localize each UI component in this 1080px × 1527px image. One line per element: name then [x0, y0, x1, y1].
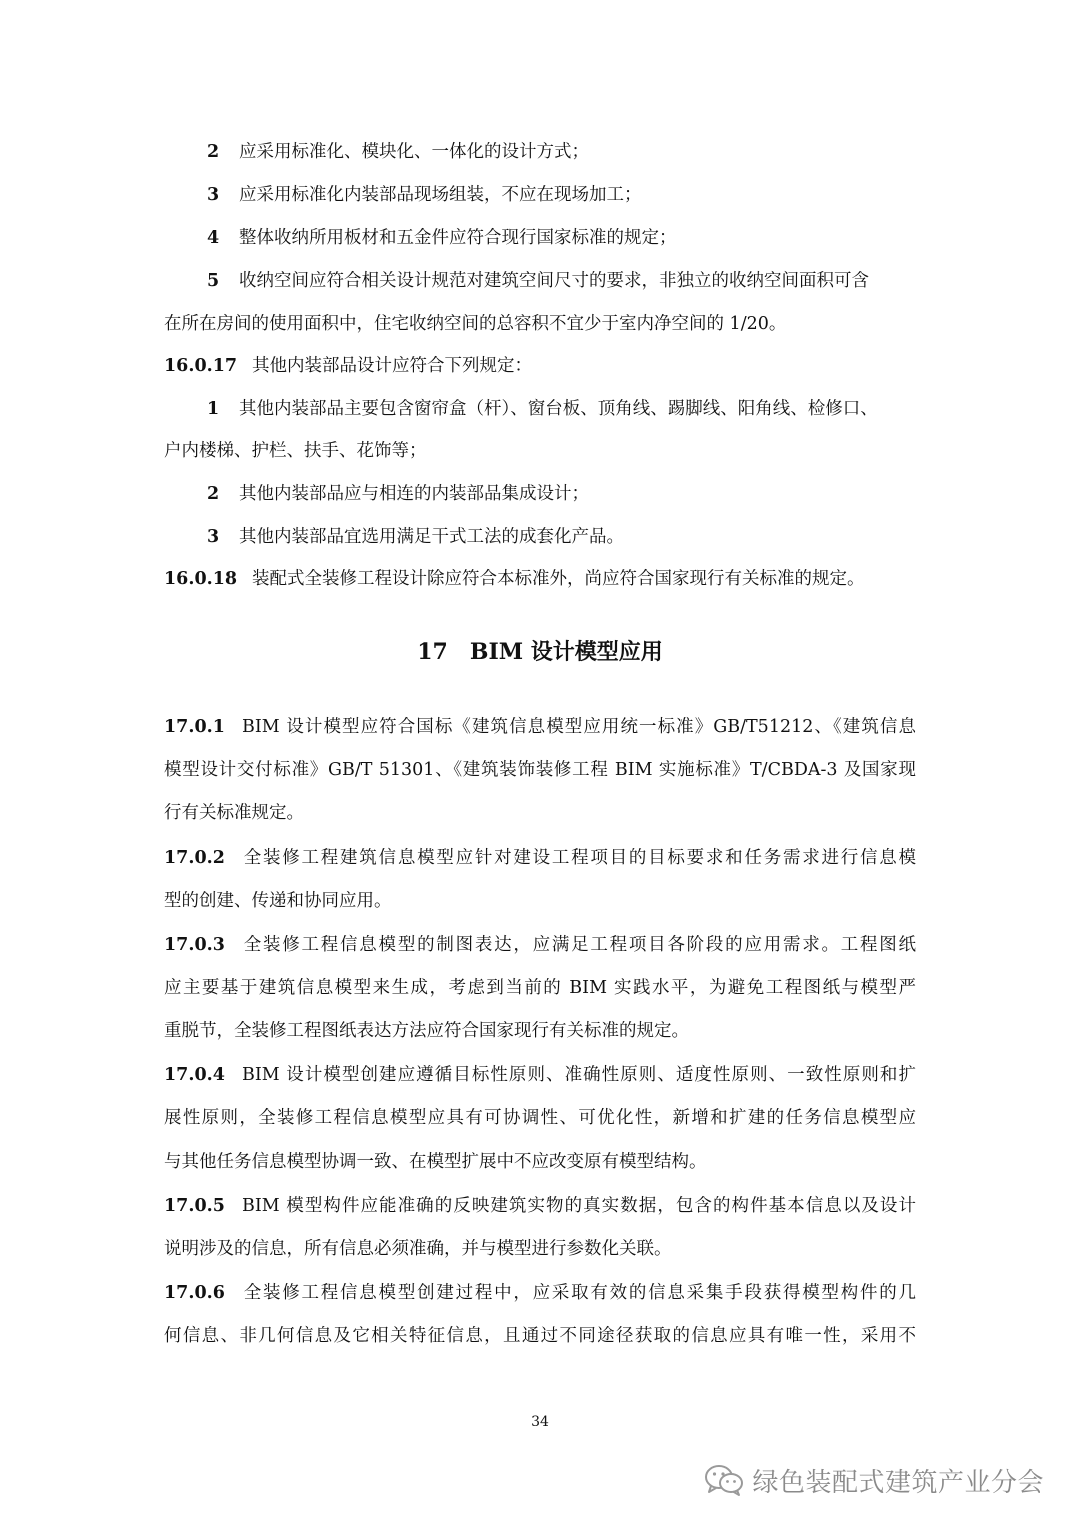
- paragraph-line: 应主要基于建筑信息模型来生成，考虑到当前的 BIM 实践水平，为避免工程图纸与模型严: [164, 978, 916, 998]
- clause-16-0-17: 16.0.17 其他内装部品设计应符合下列规定：: [164, 356, 532, 376]
- list-item: 2 应采用标准化、模块化、一体化的设计方式；: [207, 142, 589, 162]
- paragraph-line: 模型设计交付标准》GB/T 51301、《建筑装饰装修工程 BIM 实施标准》T/CBDA-3 及国家现: [164, 760, 916, 780]
- wechat-icon: [704, 1463, 744, 1497]
- paragraph-line: 型的创建、传递和协同应用。: [164, 891, 392, 911]
- watermark-text: 绿色装配式建筑产业分会: [752, 1467, 1044, 1498]
- clause-17-0-3: 17.0.3 全装修工程信息模型的制图表达，应满足工程项目各阶段的应用需求。工程图纸: [164, 935, 916, 955]
- paragraph-line: 与其他任务信息模型协调一致、在模型扩展中不应改变原有模型结构。: [164, 1152, 707, 1172]
- clause-17-0-4: 17.0.4 BIM 设计模型创建应遵循目标性原则、准确性原则、适度性原则、一致性原则和扩: [164, 1065, 916, 1085]
- clause-17-0-2: 17.0.2 全装修工程建筑信息模型应针对建设工程项目的目标要求和任务需求进行信息模: [164, 848, 916, 868]
- list-item: 5 收纳空间应符合相关设计规范对建筑空间尺寸的要求，非独立的收纳空间面积可含: [207, 271, 869, 291]
- paragraph-line: 何信息、非几何信息及它相关特征信息，且通过不同途径获取的信息应具有唯一性，采用不: [164, 1326, 916, 1346]
- paragraph-line: 重脱节，全装修工程图纸表达方法应符合国家现行有关标准的规定。: [164, 1021, 689, 1041]
- list-item: 3 其他内装部品宜选用满足干式工法的成套化产品。: [207, 527, 624, 547]
- paragraph-line: 在所在房间的使用面积中，住宅收纳空间的总容积不宜少于室内净空间的 1/20。: [164, 314, 787, 334]
- paragraph-line: 说明涉及的信息，所有信息必须准确，并与模型进行参数化关联。: [164, 1239, 672, 1259]
- list-item: 4 整体收纳所用板材和五金件应符合现行国家标准的规定；: [207, 228, 677, 248]
- paragraph-line: 户内楼梯、护栏、扶手、花饰等；: [164, 441, 427, 461]
- watermark: [704, 1458, 1044, 1502]
- page-number: 34: [531, 1414, 549, 1430]
- paragraph-line: 行有关标准规定。: [164, 803, 304, 823]
- list-item: 3 应采用标准化内装部品现场组装，不应在现场加工；: [207, 185, 642, 205]
- clause-16-0-18: 16.0.18 装配式全装修工程设计除应符合本标准外，尚应符合国家现行有关标准的规定。: [164, 569, 865, 589]
- chapter-heading: 17 BIM 设计模型应用: [417, 639, 663, 665]
- list-item: 1 其他内装部品主要包含窗帘盒（杆）、窗台板、顶角线、踢脚线、阳角线、检修口、: [207, 399, 878, 419]
- clause-17-0-5: 17.0.5 BIM 模型构件应能准确的反映建筑实物的真实数据，包含的构件基本信息以及设计: [164, 1196, 916, 1216]
- clause-17-0-6: 17.0.6 全装修工程信息模型创建过程中，应采取有效的信息采集手段获得模型构件的几: [164, 1283, 916, 1303]
- clause-17-0-1: 17.0.1 BIM 设计模型应符合国标《建筑信息模型应用统一标准》GB/T51212、《建筑信息: [164, 717, 916, 737]
- paragraph-line: 展性原则，全装修工程信息模型应具有可协调性、可优化性，新增和扩建的任务信息模型应: [164, 1108, 916, 1128]
- list-item: 2 其他内装部品应与相连的内装部品集成设计；: [207, 484, 589, 504]
